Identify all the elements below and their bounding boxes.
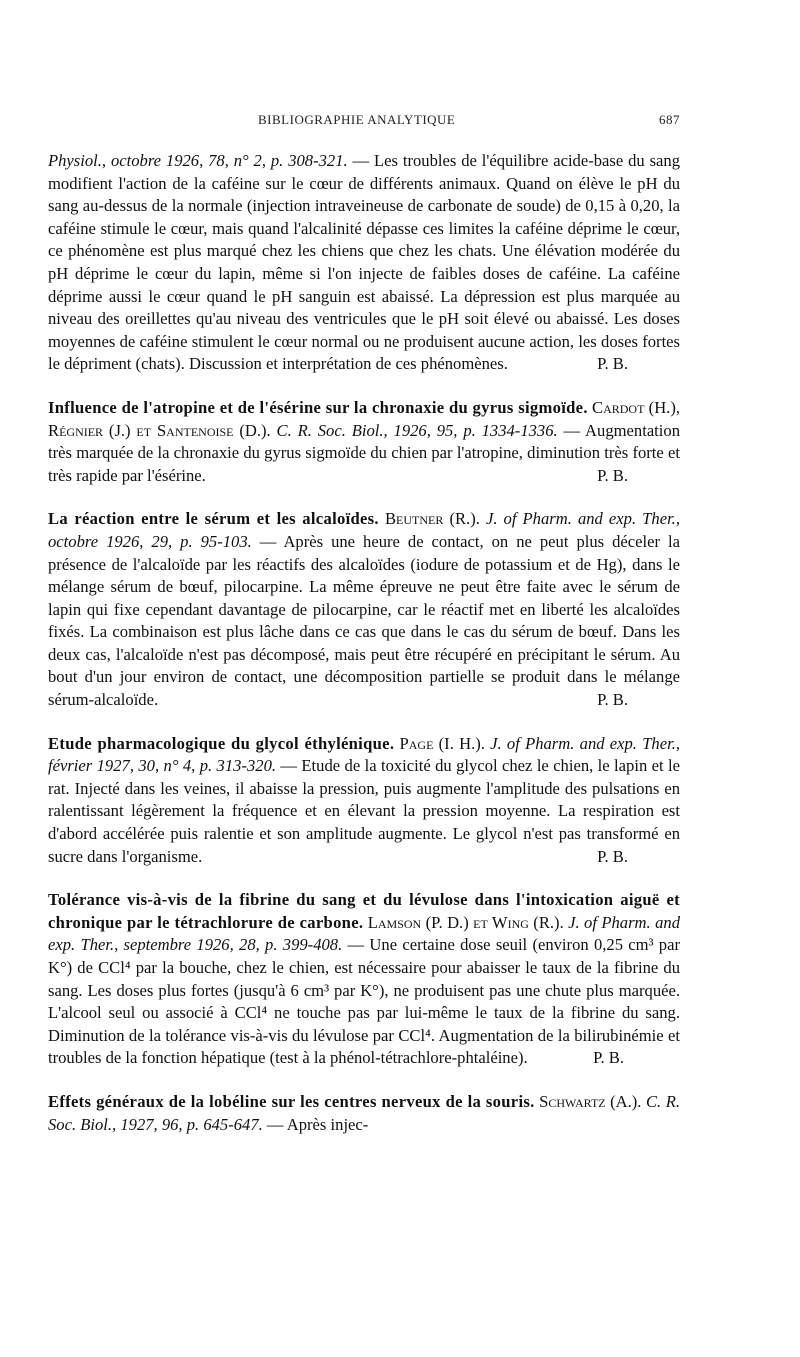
bibliography-entry [48,1091,680,1136]
entry-ref: C. R. Soc. Biol., 1926, 95, p. 1334-1336. [276,420,558,440]
bibliography-entry [48,397,680,487]
entry-title: Influence de l'atropine et de l'ésérine sur la chronaxie du gyrus sigmoïde. [48,397,588,417]
continuation-signature: P. B. [597,354,628,374]
page-number: 687 [659,112,680,127]
entry-ref: J. of Pharm. and exp. Ther., octobre 1926, 29, p. 95-103. [48,509,680,551]
entry-ref: C. R. Soc. Biol., 1927, 96, p. 645-647. [48,1091,680,1134]
entry-authors: Schwartz (A.). [534,1091,646,1111]
entry-title: Etude pharmacologique du glycol éthylénique. [48,733,395,753]
bibliography-entry [48,889,680,1070]
entry-signature: P. B. [597,846,628,866]
entry-text: — Après injec- [262,1114,369,1134]
entry-authors: Lamson (P. D.) et Wing (R.). [363,912,569,932]
running-header [48,112,680,134]
continuation-text: — Les troubles de l'équilibre acide-base du sang modifient l'action de la caféine sur le cœur de différents animaux. Quand on élève le pH du sang au-dessus de la normale (injection intraveineuse de carbonate de soude) de 0,15 à 0,20, la caféine stimule le cœur, mais quand l'alcalinité dépasse ces limites la caféine déprime le cœur, ce phénomène est plus marqué chez les chiens que chez les chats. Une élévation modérée du pH déprime le cœur du lapin, même si l'on injecte de faibles doses de caféine. La caféine déprime aussi le cœur quand le pH sanguin est abaissé. La dépression est plus marquée au niveau des oreillettes qu'au niveau des ventricules que le pH soit élevé ou abaissé. Les doses moyennes de caféine stimulent le cœur normal ou ne produisent aucune action, les doses fortes le dépriment (chats). Discussion et interprétation de ces phénomènes. [48,151,680,374]
entry-title: La réaction entre le sérum et les alcaloïdes. [48,509,379,529]
entry-title: Effets généraux de la lobéline sur les centres nerveux de la souris. [48,1091,535,1111]
entry-authors: Beutner (R.). [378,509,486,529]
entry-text: — Une certaine dose seuil (environ 0,25 cm³ par K°) de CCl⁴ par la bouche, chez le chien, est nécessaire pour abaisser le taux de la fibrine du sang. Les doses plus fortes (jusqu'à 6 cm³ par K°), ne produisent pas une chute plus marquée. L'alcool seul ou associé à CCl⁴ ne touche pas par lui-même le taux de la fibrine du sang. Diminution de la tolérance vis-à-vis du lévulose par CCl⁴. Augmentation de la bilirubinémie et troubles de la fonction hépatique (test à la phénol-tétrachlore-phtaléine). [48,935,680,1068]
continuation-ref: Physiol., octobre 1926, 78, n° 2, p. 308-321. [48,151,348,170]
entry-signature: P. B. [597,690,628,710]
entry-ref: J. of Pharm. and exp. Ther., février 1927, 30, n° 4, p. 313-320. [48,733,681,776]
entry-title: Tolérance vis-à-vis de la fibrine du sang et du lévulose dans l'intoxication aiguë et chronique par le tétrachlorure de carbone. [48,890,680,932]
entry-authors: Page (I. H.). [394,733,491,753]
entry-authors: Cardot (H.), Régnier (J.) et Santenoise (D.). [48,397,680,440]
bibliography-entry [48,508,680,711]
entry-signature: P. B. [593,1048,624,1068]
entry-text: — Augmentation très marquée de la chronaxie du gyrus sigmoïde du chien par l'atropine, diminution très forte et très rapide par l'ésérine. [48,420,680,485]
page-body [48,150,680,1136]
continuation-entry [48,150,680,376]
running-title: BIBLIOGRAPHIE ANALYTIQUE [258,112,456,127]
entry-text: — Etude de la toxicité du glycol chez le chien, le lapin et le rat. Injecté dans les veines, il abaisse la pression, puis augmente l'amplitude des pulsations en ralentissant légèrement la fréquence et en élevant la pression moyenne. La respiration est d'abord accélérée puis ralentie et son amplitude augmente. Le glycol n'est pas transformé en sucre dans l'organisme. [48,756,680,866]
entry-ref: J. of Pharm. and exp. Ther., septembre 1926, 28, p. 399-408. [48,912,680,955]
bibliography-entry [48,733,680,869]
entry-text: — Après une heure de contact, on ne peut plus déceler la présence de l'alcaloïde par les réactifs des alcaloïdes (iodure de potassium et de Hg), dans le mélange sérum de bœuf, pilocarpine. La même épreuve ne peut être faite avec le sérum de lapin qui fixe cependant davantage de pilocarpine, car le réactif met en liberté les alcaloïdes fixés. La combinaison est plus lâche dans ce cas que dans le cas du sérum de bœuf. Dans les deux cas, l'alcaloïde n'est pas décomposé, mais peut être récupéré en précipitant le sérum. Au bout d'un jour environ de contact, une décomposition partielle se produit dans le mélange sérum-alcaloïde. [48,531,680,710]
entry-signature: P. B. [597,465,628,485]
